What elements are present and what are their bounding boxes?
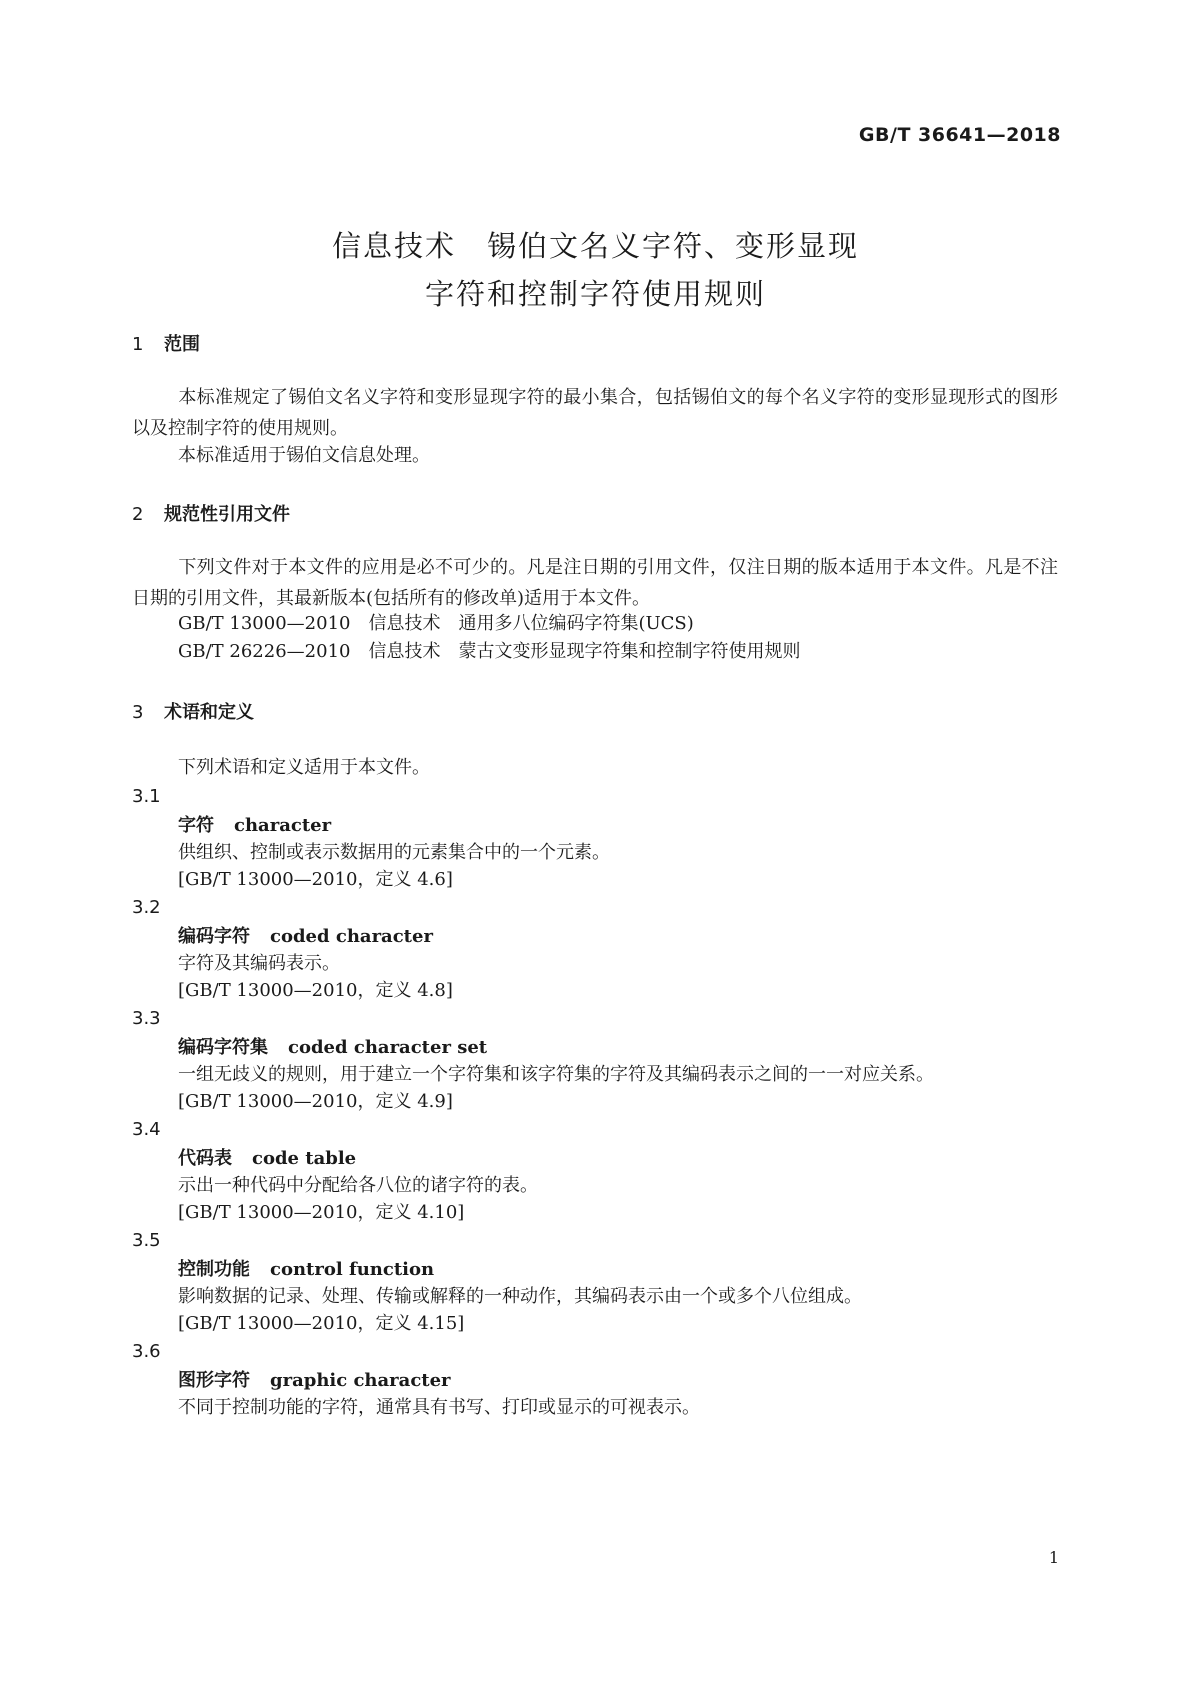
paragraph-text: 下列文件对于本文件的应用是必不可少的。凡是注日期的引用文件，仅注日期的版本适用于本文件。凡是不注日期的引用文件，其最新版本(包括所有的修改单)适用于本文件。 [132,557,1058,609]
standard-code: GB/T 36641—2018 [858,124,1061,146]
section-3-heading [132,698,254,724]
term-source: [GB/T 13000—2010，定义 4.15] [178,1313,465,1334]
term-en: coded character [270,926,433,947]
term-zh: 图形字符 [178,1370,250,1391]
term-number: 3.2 [132,897,161,918]
term-zh: 字符 [178,815,214,836]
section-1-paragraph-1 [132,382,1058,444]
normative-reference-2: GB/T 26226—2010 信息技术 蒙古文变形显现字符集和控制字符使用规则 [178,641,801,662]
term-definition: 字符及其编码表示。 [178,953,340,974]
normative-reference-1: GB/T 13000—2010 信息技术 通用多八位编码字符集(UCS) [178,613,694,634]
term-en: code table [252,1148,357,1169]
term-source: [GB/T 13000—2010，定义 4.9] [178,1091,453,1112]
section-1-heading [132,330,200,356]
term-en: control function [270,1259,435,1280]
term-definition: 不同于控制功能的字符，通常具有书写、打印或显示的可视表示。 [178,1397,700,1418]
term-zh: 代码表 [178,1148,232,1169]
section-2-paragraph-1 [132,552,1058,614]
section-number: 2 [132,504,144,525]
page-number: 1 [1048,1548,1059,1567]
term-definition: 影响数据的记录、处理、传输或解释的一种动作，其编码表示由一个或多个八位组成。 [178,1286,862,1307]
term-zh: 编码字符集 [178,1037,268,1058]
term-heading [178,811,331,837]
term-definition: 供组织、控制或表示数据用的元素集合中的一个元素。 [178,842,610,863]
term-heading [178,1366,451,1392]
term-en: coded character set [288,1037,488,1058]
section-1-paragraph-2: 本标准适用于锡伯文信息处理。 [178,445,430,466]
term-number: 3.6 [132,1341,161,1362]
term-definition: 示出一种代码中分配给各八位的诸字符的表。 [178,1175,538,1196]
term-definition: 一组无歧义的规则，用于建立一个字符集和该字符集的字符及其编码表示之间的一一对应关系。 [178,1064,934,1085]
section-2-heading [132,500,290,526]
term-heading [178,1033,487,1059]
section-title: 术语和定义 [164,702,254,723]
term-zh: 控制功能 [178,1259,250,1280]
term-en: character [234,815,332,836]
term-heading [178,922,433,948]
title-line-2: 字符和控制字符使用规则 [424,277,766,311]
term-source: [GB/T 13000—2010，定义 4.8] [178,980,453,1001]
term-source: [GB/T 13000—2010，定义 4.6] [178,869,453,890]
section-number: 3 [132,702,144,723]
term-heading [178,1144,356,1170]
section-title: 规范性引用文件 [164,504,290,525]
term-number: 3.5 [132,1230,161,1251]
term-en: graphic character [270,1370,451,1391]
paragraph-text: 本标准规定了锡伯文名义字符和变形显现字符的最小集合，包括锡伯文的每个名义字符的变形显现形式的图形以及控制字符的使用规则。 [132,387,1058,439]
term-zh: 编码字符 [178,926,250,947]
term-number: 3.4 [132,1119,161,1140]
title-line-1: 信息技术 锡伯文名义字符、变形显现 [331,229,859,263]
term-source: [GB/T 13000—2010，定义 4.10] [178,1202,465,1223]
section-3-intro: 下列术语和定义适用于本文件。 [178,757,430,778]
section-number: 1 [132,334,144,355]
term-heading [178,1255,434,1281]
document-title [0,222,1191,318]
section-title: 范围 [164,334,200,355]
term-number: 3.3 [132,1008,161,1029]
term-number: 3.1 [132,786,161,807]
